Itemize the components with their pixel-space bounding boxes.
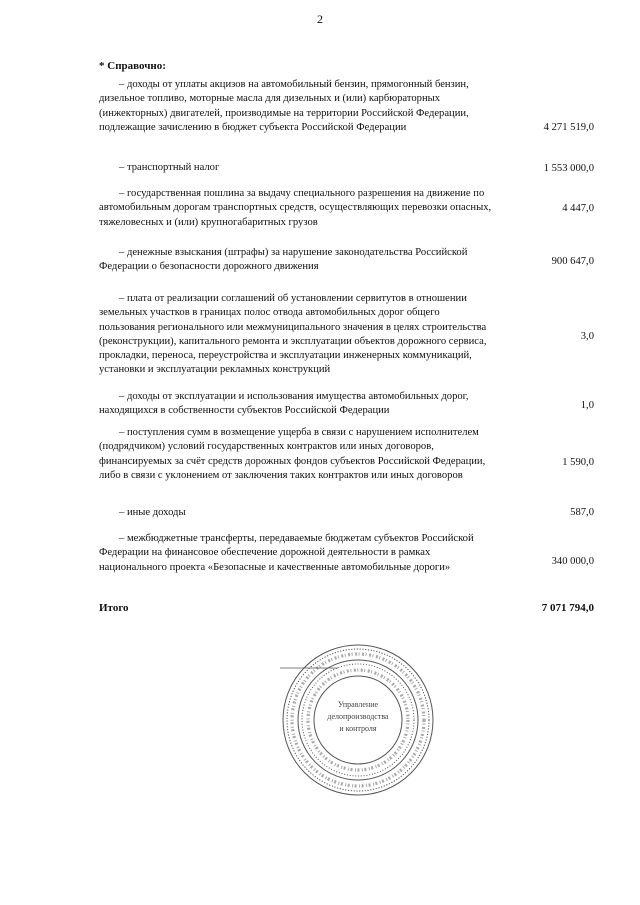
list-item — [99, 426, 594, 483]
total-amount: 7 071 794,0 — [541, 602, 594, 614]
row-text: – доходы от уплаты акцизов на автомобильный бензин, прямогонный бензин, дизельное топливо, моторные масла для дизельных и (или) карбюраторных (инжекторных) двигателей, производимые на территории Российской Федерации, подлежащие зачислению в бюджет субъекта Российской Федерации — [99, 79, 469, 133]
official-stamp — [278, 640, 438, 800]
list-item — [99, 390, 594, 419]
list-item — [99, 292, 594, 378]
row-text: – денежные взыскания (штрафы) за нарушение законодательства Российской Федерации о безопасности дорожного движения — [99, 247, 468, 273]
row-text: – плата от реализации соглашений об установлении сервитутов в отношении земельных участков в границах полос отвода автомобильных дорог общего пользования регионального или межмуниципального значения в целях строительства (реконструкции), капитального ремонта и эксплуатации объектов дорожного сервиса, прокладки, переноса, переустройства и эксплуатации инженерных коммуникаций, установки и эксплуатации рекламных конструкций — [99, 293, 487, 376]
stamp-text-line: Управление — [337, 700, 379, 709]
row-text: – доходы от эксплуатации и использования имущества автомобильных дорог, находящихся в собственности субъектов Российской Федерации — [99, 391, 469, 417]
list-item — [99, 532, 594, 575]
page-number: 2 — [317, 12, 323, 26]
row-amount: 587,0 — [570, 507, 594, 518]
row-text: – транспортный налог — [119, 162, 220, 173]
list-item — [99, 161, 594, 175]
row-amount: 3,0 — [580, 331, 594, 342]
reference-heading: * Справочно: — [99, 60, 166, 72]
list-item — [99, 506, 594, 520]
row-text: – поступления сумм в возмещение ущерба в связи с нарушением исполнителем (подрядчиком) условий государственных контрактов или иных договоров, финансируемых за счёт средств дорожных фондов субъектов Российской Федерации, либо в связи с уклонением от заключения таких контрактов или иных договоров — [99, 427, 486, 481]
row-amount: 1 553 000,0 — [543, 163, 594, 174]
row-text: – государственная пошлина за выдачу специального разрешения на движение по автомобильным дорогам транспортных средств, осуществляющих перевозки опасных, тяжеловесных и (или) крупногабаритных грузов — [99, 188, 492, 228]
list-item — [99, 78, 594, 135]
row-amount: 340 000,0 — [551, 556, 594, 567]
row-amount: 4 271 519,0 — [543, 122, 594, 133]
row-amount: 900 647,0 — [551, 256, 594, 267]
row-text: – иные доходы — [119, 507, 186, 518]
row-amount: 1 590,0 — [562, 457, 594, 468]
list-item — [99, 246, 594, 275]
row-amount: 4 447,0 — [562, 203, 594, 214]
total-label: Итого — [99, 602, 129, 614]
row-amount: 1,0 — [580, 400, 594, 411]
total-row — [99, 602, 594, 614]
stamp-text-line: и контроля — [339, 724, 377, 733]
list-item — [99, 187, 594, 230]
row-text: – межбюджетные трансферты, передаваемые бюджетам субъектов Российской Федерации на финансовое обеспечение дорожной деятельности в рамках национального проекта «Безопасные и качественные автомобильные дороги» — [99, 533, 474, 573]
stamp-text-line: делопроизводства — [327, 712, 389, 721]
